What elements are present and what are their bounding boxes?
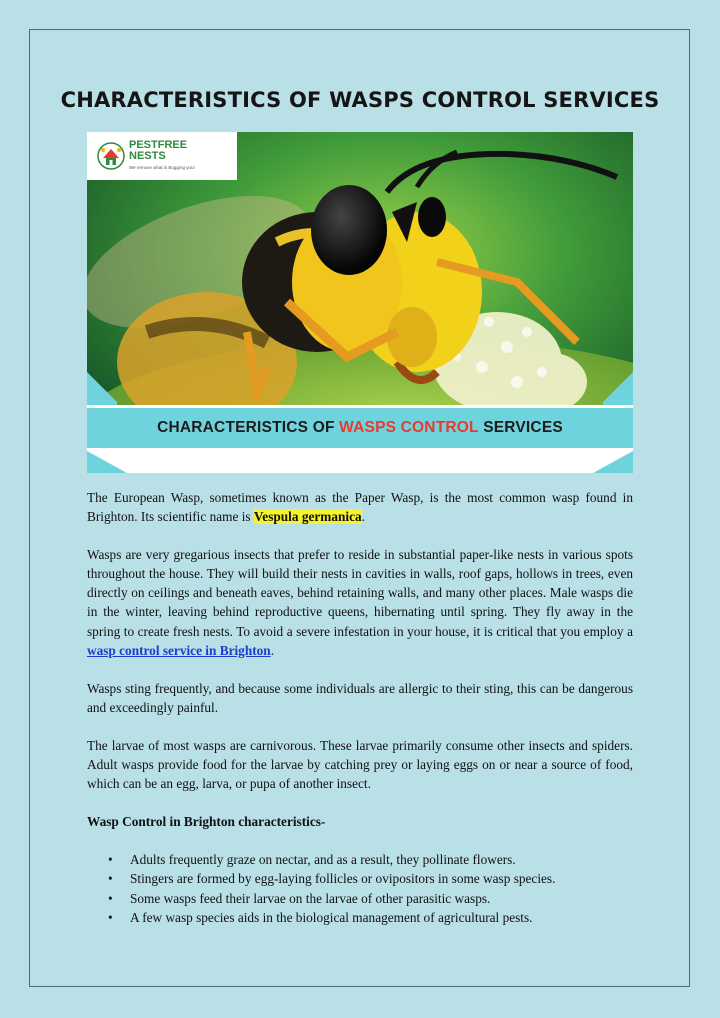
section-heading: Wasp Control in Brighton characteristics- [87,814,326,830]
paragraph-nests [87,545,633,660]
intro-text: The European Wasp, sometimes known as the Paper Wasp, is the most common wasp found in Brighton. Its scientific name is [87,490,633,525]
page-title: CHARACTERISTICS OF WASPS CONTROL SERVICES [60,88,660,112]
paragraph-intro [87,488,633,526]
list-item: • Adults frequently graze on nectar, and as a result, they pollinate flowers. [130,850,633,869]
scientific-name-highlight: Vespula germanica [253,509,362,525]
nests-end: . [270,642,275,658]
wasp-control-link[interactable]: wasp control service in Brighton [87,642,271,658]
banner-text-end: SERVICES [478,419,563,436]
list-item: • Stingers are formed by egg-laying follicles or ovipositors in some wasp species. [130,869,633,888]
characteristics-list [87,850,633,926]
list-item: • Some wasps feed their larvae on the larvae of other parasitic wasps. [130,889,633,908]
intro-end: . [361,509,365,525]
paragraph-larvae: The larvae of most wasps are carnivorous. These larvae primarily consume other insects and spiders. Adult wasps provide food for the larvae by catching prey or laying eggs on or near a source of food, which can be an egg, larva, or pupa of another insect. [87,737,633,792]
logo-brand-name: PESTFREE NESTS [129,139,188,162]
hero-banner-title [87,413,633,443]
logo-badge [87,132,237,180]
paragraph-sting: Wasps sting frequently, and because some individuals are allergic to their sting, this can be dangerous and exceedingly painful. [87,680,633,715]
banner-text-start: CHARACTERISTICS OF [157,419,340,436]
list-item: • A few wasp species aids in the biological management of agricultural pests. [130,908,633,927]
article-body [87,488,633,927]
pestfree-logo-icon [97,142,125,170]
nests-text: Wasps are very gregarious insects that prefer to reside in substantial paper-like nests in various spots throughout the house. They will build their nests in cavities in walls, roof gaps, hollows in trees, even directly on ceilings and beneath eaves, behind retaining walls, and many other places. Male wasps die in the winter, leaving behind reproductive queens, hibernating until spring. They fly away in the spring to create fresh nests. To avoid a severe infestation in your house, it is critical that you employ a [87,547,633,639]
hero-image [87,132,633,473]
banner-text-accent: WASPS CONTROL [339,419,479,436]
logo-tagline: We remove what is Bugging you! [129,165,195,170]
